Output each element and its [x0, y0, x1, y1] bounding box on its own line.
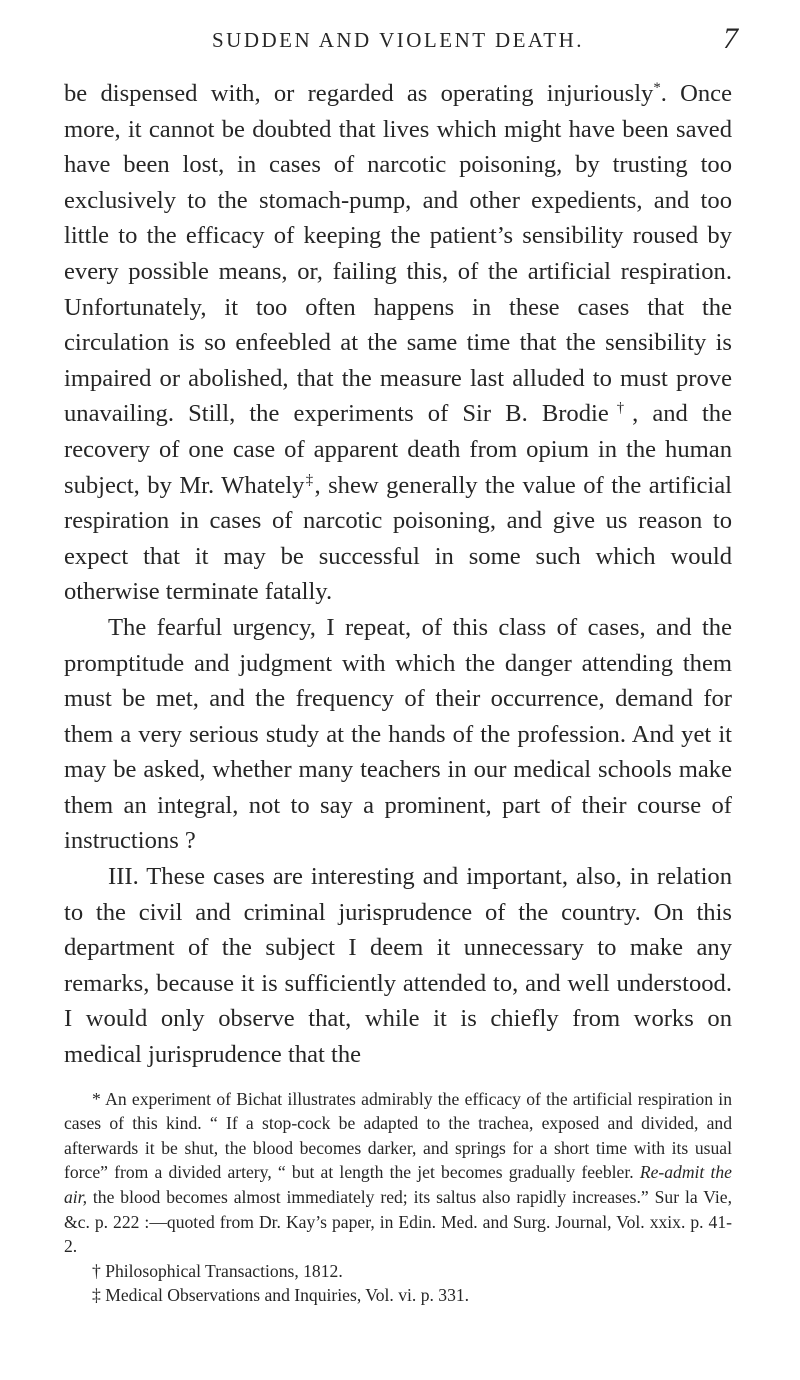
footnote-1-mark: * [92, 1088, 101, 1109]
paragraph-1 [64, 76, 732, 610]
footnote-2 [64, 1259, 732, 1284]
footnote-ref-double-dagger[interactable]: ‡ [304, 471, 315, 488]
footnote-2-mark: † [92, 1260, 101, 1281]
footnote-1 [64, 1087, 732, 1259]
running-head [64, 22, 738, 66]
footnotes [64, 1087, 732, 1308]
paragraph-3: III. These cases are interesting and important, also, in relation to the civil and criminal jurisprudence of the country. On this department of the subject I deem it unnecessary to make any remarks, because it is sufficiently attended to, and well understood. I would only observe that, while it is chiefly from works on medical jurisprudence that the [64, 863, 732, 1069]
footnote-3 [64, 1283, 732, 1308]
paragraph-2: The fearful urgency, I repeat, of this class of cases, and the promptitude and judgment with which the danger attending them must be met, and the frequency of their occurrence, demand for them a very serious study at the hands of the profession. And yet it may be asked, whether many teachers in our medical schools make them an integral, not to say a prominent, part of their course of instructions ? [64, 613, 732, 855]
footnote-1-italic: Re-admit the air, [64, 1162, 732, 1207]
paragraph-1-text-d: , shew generally the value of the artificial respiration in cases of narcotic poisoning, and give us reason to expect that it may be successful in some such which would otherwise terminate fatally. [64, 471, 732, 606]
page-number: 7 [723, 22, 738, 55]
paragraph-1-text-c: , and the recovery of one case of apparent death from opium in the human subject, by Mr. Whately [64, 400, 732, 499]
footnote-3-text: Medical Observations and Inquiries, Vol. vi. p. 331. [100, 1285, 470, 1306]
footnote-1-text-a: An experiment of Bichat illustrates admirably the efficacy of the artificial respiration in cases of this kind. “ If a stop-cock be adapted to the trachea, exposed and divided, and afterwards it be shut, the blood becomes darker, and springs for a short time with its usual force” from a divided artery, “ but at length the jet becomes gradually feebler. [64, 1088, 732, 1183]
footnote-1-text-b: the blood becomes almost immediately red; its saltus also rapidly increases.” Sur la Vie, &c. p. 222 :—quoted from Dr. Kay’s paper, in Edin. Med. and Surg. Journal, Vol. xxix. p. 41-2. [64, 1187, 732, 1257]
footnote-ref-asterisk[interactable]: * [653, 79, 661, 96]
paragraph-1-text-a: be dispensed with, or regarded as operating injuriously [64, 80, 654, 107]
footnote-ref-dagger[interactable]: † [608, 400, 633, 417]
body-text [64, 76, 732, 1073]
running-title: SUDDEN AND VIOLENT DEATH. [211, 28, 585, 52]
footnote-2-text: Philosophical Transactions, 1812. [100, 1260, 343, 1281]
paragraph-1-text-b: . Once more, it cannot be doubted that lives which might have been saved have been lost, in cases of narcotic poisoning, by trusting too exclusively to the stomach-pump, and other expedients, and too little to the efficacy of keeping the patient’s sensibility roused by every possible means, or, failing this, of the artificial respiration. Unfortunately, it too often happens in these cases that the circulation is so enfeebled at the same time that the sensibility is impaired or abolished, that the measure last alluded to must prove unavailing. Still, the experiments of Sir B. Brodie [64, 80, 732, 428]
footnote-3-mark: ‡ [92, 1285, 101, 1306]
